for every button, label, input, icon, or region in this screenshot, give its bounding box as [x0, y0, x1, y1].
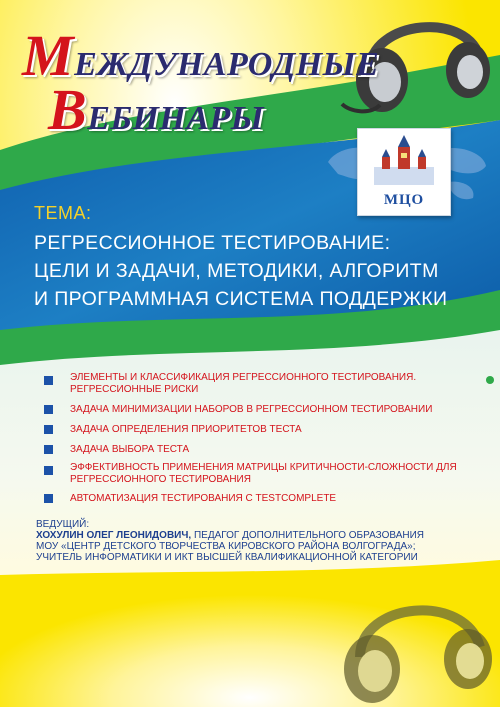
kremlin-tower-icon [358, 133, 450, 193]
square-bullet-icon [44, 425, 53, 434]
headset-illustration-bottom [330, 577, 500, 707]
topic-line-2: ЦЕЛИ И ЗАДАЧИ, МЕТОДИКИ, АЛГОРИТМ [34, 260, 439, 282]
agenda-item [44, 462, 484, 486]
host-title: ПЕДАГОГ ДОПОЛНИТЕЛЬНОГО ОБРАЗОВАНИЯ [191, 530, 425, 541]
agenda-item [44, 424, 484, 436]
host-line-3: УЧИТЕЛЬ ИНФОРМАТИКИ И ИКТ ВЫСШЕЙ КВАЛИФИКАЦИОННОЙ КАТЕГОРИИ [36, 552, 418, 563]
agenda-item-text: ЗАДАЧА ВЫБОРА ТЕСТА [70, 444, 190, 455]
host-line-2: МОУ «ЦЕНТР ДЕТСКОГО ТВОРЧЕСТВА КИРОВСКОГО РАЙОНА ВОЛГОГРАДА»; [36, 541, 416, 552]
mco-logo-badge [357, 128, 451, 216]
topic-line-1: РЕГРЕССИОННОЕ ТЕСТИРОВАНИЕ: [34, 232, 391, 254]
agenda-item-text: ЗАДАЧА ОПРЕДЕЛЕНИЯ ПРИОРИТЕТОВ ТЕСТА [70, 424, 302, 435]
host-line-1 [36, 530, 424, 541]
host-name: ХОХУЛИН ОЛЕГ ЛЕОНИДОВИЧ, [36, 530, 192, 541]
agenda-item [44, 404, 484, 416]
square-bullet-icon [44, 376, 53, 385]
square-bullet-icon [44, 405, 53, 414]
square-bullet-icon [44, 445, 53, 454]
poster-title-line-2 [48, 76, 264, 143]
square-bullet-icon [44, 494, 53, 503]
title-initial-v: В [48, 77, 88, 142]
title-rest-1: ЕЖДУНАРОДНЫЕ [74, 46, 380, 83]
agenda-item [44, 372, 484, 396]
square-bullet-icon [44, 466, 53, 475]
agenda-item-text: ЗАДАЧА МИНИМИЗАЦИИ НАБОРОВ В РЕГРЕССИОННОМ ТЕСТИРОВАНИИ [70, 404, 433, 415]
agenda-item-text: ЭФФЕКТИВНОСТЬ ПРИМЕНЕНИЯ МАТРИЦЫ КРИТИЧНОСТИ-СЛОЖНОСТИ ДЛЯ РЕГРЕССИОННОГО ТЕСТИРОВАНИЯ [70, 462, 457, 485]
agenda-item [44, 493, 484, 505]
mco-logo-text: МЦО [383, 192, 425, 208]
host-label: ВЕДУЩИЙ: [36, 519, 90, 530]
agenda-item-text: АВТОМАТИЗАЦИЯ ТЕСТИРОВАНИЯ С TESTCOMPLETE [70, 493, 337, 504]
agenda-item [44, 444, 484, 456]
topic-line-3: И ПРОГРАММНАЯ СИСТЕМА ПОДДЕРЖКИ [34, 288, 448, 310]
title-initial-m: М [22, 23, 75, 88]
agenda-item-text: ЭЛЕМЕНТЫ И КЛАССИФИКАЦИЯ РЕГРЕССИОННОГО ТЕСТИРОВАНИЯ. РЕГРЕССИОННЫЕ РИСКИ [70, 372, 417, 395]
title-rest-2: ЕБИНАРЫ [87, 100, 265, 137]
topic-label: ТЕМА: [34, 203, 92, 223]
